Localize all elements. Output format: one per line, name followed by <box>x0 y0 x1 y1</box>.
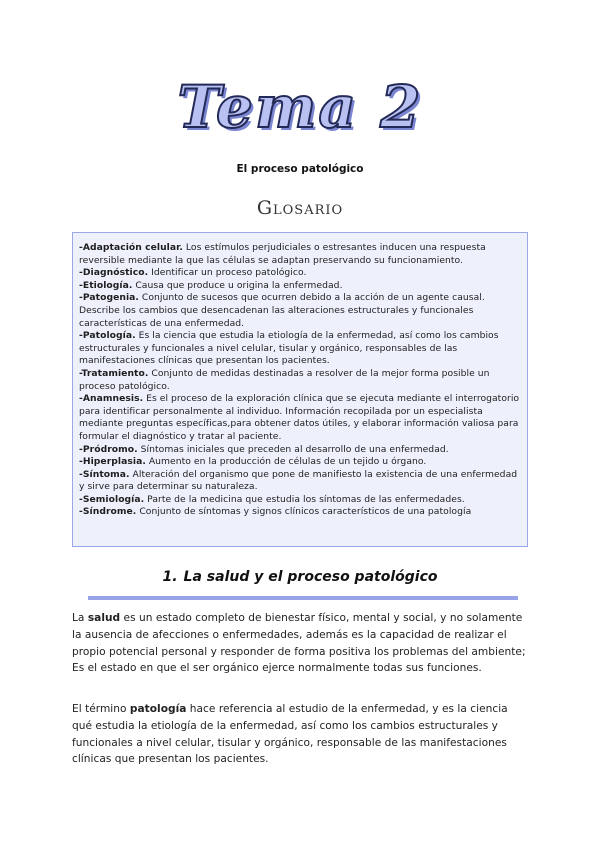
glossary-term: -Adaptación celular. <box>79 242 183 253</box>
glossary-box <box>72 232 528 547</box>
glossary-term: -Diagnóstico. <box>79 267 149 279</box>
glossary-term: -Síndrome. <box>79 506 137 518</box>
page-subtitle: El proceso patológico <box>236 163 364 175</box>
title-container <box>0 73 600 141</box>
paragraph-text: El término <box>72 703 130 715</box>
glossary-term: -Semiología. <box>79 493 145 505</box>
paragraph-bold-term: salud <box>87 612 121 624</box>
glossary-definition: Es la ciencia que estudia la etiología de la enfermedad, así como los cambios estructurales y funcionales a nivel celular, tisular y orgánico, responsables de las manifestaciones clínicas que presentan los pacientes. <box>79 330 499 367</box>
page-title: Tema 2 <box>177 73 423 141</box>
glossary-definition: Conjunto de síntomas y signos clínicos característicos de una patología <box>136 506 472 518</box>
glossary-item <box>79 330 521 368</box>
paragraph-text: La <box>72 612 88 624</box>
glossary-term: -Patología. <box>79 330 136 342</box>
glossary-term: -Anamnesis. <box>79 393 144 405</box>
paragraph-text: es un estado completo de bienestar físico, mental y social, y no solamente la ausencia de afecciones o enfermedades, además es la capacidad de realizar el propio potencial personal y responder de forma positiva los problemas del ambiente; Es el estado en que el ser orgánico ejerce normalmente todas sus funciones. <box>72 612 526 675</box>
glossary-definition: Alteración del organismo que pone de manifiesto la existencia de una enfermedad y sirve para determinar su naturaleza. <box>79 468 518 493</box>
glossary-term: -Patogenia. <box>79 292 139 304</box>
glossary-definition: Es el proceso de la exploración clínica que se ejecuta mediante el interrogatorio para identificar personalmente al individuo. Información recopilada por un especialista mediante preguntas específicas,para obtener datos útiles, y elaborar información valiosa para formular el diagnóstico y tratar al paciente. <box>79 393 520 442</box>
glossary-term: -Pródromo. <box>79 443 138 455</box>
glossary-item <box>79 267 521 280</box>
glossary-list <box>79 242 521 519</box>
glossary-item <box>79 292 521 330</box>
glossary-definition: Causa que produce u origina la enfermedad. <box>132 279 343 291</box>
glossary-item <box>79 444 521 457</box>
glossary-term: -Etiología. <box>79 279 133 291</box>
glossary-item <box>79 280 521 293</box>
glossary-definition: Conjunto de medidas destinadas a resolver de la mejor forma posible un proceso patológico. <box>79 367 490 392</box>
glossary-item <box>79 368 521 393</box>
section-number: 1. <box>162 569 178 585</box>
glossary-definition: Aumento en la producción de células de un tejido u órgano. <box>145 456 427 468</box>
paragraph-salud <box>72 610 530 677</box>
glossary-item <box>79 456 521 469</box>
section-divider <box>88 596 518 600</box>
glossary-term: -Tratamiento. <box>79 367 149 379</box>
glossary-item <box>79 469 521 494</box>
paragraph-patologia <box>72 701 530 768</box>
paragraph-bold-term: patología <box>129 703 187 715</box>
glossary-item <box>79 494 521 507</box>
section-title: La salud y el proceso patológico <box>183 569 438 585</box>
glossary-item <box>79 393 521 443</box>
glossary-heading: Glosario <box>256 197 344 219</box>
glossary-definition: Los estímulos perjudiciales o estresantes inducen una respuesta reversible mediante la que las células se adaptan preservando su funcionamiento. <box>79 242 486 266</box>
glossary-definition: Parte de la medicina que estudia los síntomas de las enfermedades. <box>144 493 465 505</box>
glossary-definition: Conjunto de sucesos que ocurren debido a la acción de un agente causal. Describe los cambios que desencadenan las alteraciones estructurales y funcionales características de una enfermedad. <box>79 292 485 329</box>
glossary-definition: Identificar un proceso patológico. <box>148 267 307 279</box>
glossary-definition: Síntomas iniciales que preceden al desarrollo de una enfermedad. <box>137 443 449 455</box>
glossary-term: -Síntoma. <box>79 468 130 480</box>
paragraph-text: hace referencia al estudio de la enfermedad, y es la ciencia qué estudia la etiología de la enfermedad, así como los cambios estructurales y funcionales a nivel celular, tisular y orgánico, responsable de las manifestaciones clínicas que presentan los pacientes. <box>72 703 508 766</box>
glossary-term: -Hiperplasia. <box>79 456 146 468</box>
glossary-item <box>79 242 521 267</box>
glossary-item <box>79 506 521 519</box>
section-heading <box>0 569 600 585</box>
